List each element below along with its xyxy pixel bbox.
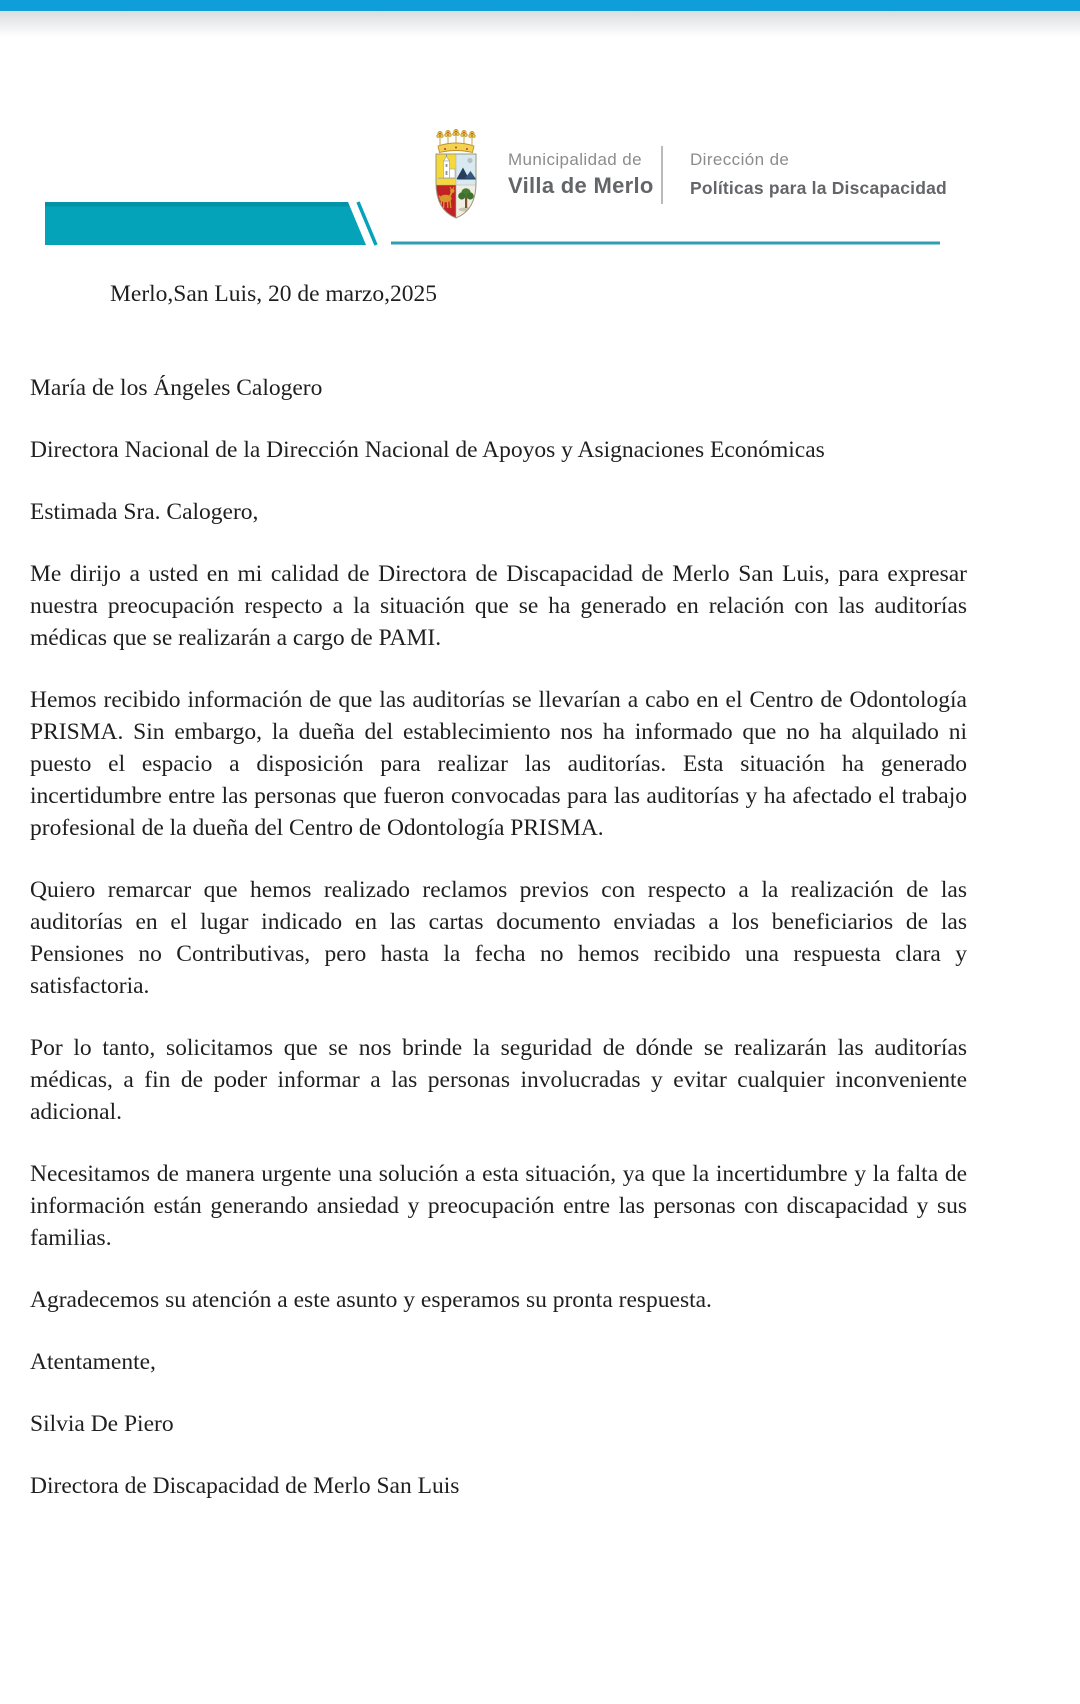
recipient-name: María de los Ángeles Calogero <box>30 375 323 401</box>
org-name-block <box>508 150 654 199</box>
body-paragraph-3: Quiero remarcar que hemos realizado reclamos previos con respecto a la realización de las auditorías en el lugar indicado en las cartas documento enviadas a los beneficiarios de las Pensiones no Contributivas, pero hasta la fecha no hemos recibido una respuesta clara y satisfactoria. <box>30 877 967 999</box>
signature-name: Silvia De Piero <box>30 1411 174 1437</box>
body-paragraph-1: Me dirijo a usted en mi calidad de Directora de Discapacidad de Merlo San Luis, para expresar nuestra preocupación respecto a la situación que se ha generado en relación con las auditorías médicas que se realizarán a cargo de PAMI. <box>30 561 967 651</box>
salutation: Estimada Sra. Calogero, <box>30 499 259 525</box>
banner-ribbon-shape <box>45 202 366 245</box>
department-block <box>690 150 947 199</box>
body-paragraph-6: Agradecemos su atención a este asunto y esperamos su pronta respuesta. <box>30 1287 712 1313</box>
teal-banner <box>0 200 1080 250</box>
body-paragraph-2: Hemos recibido información de que las auditorías se llevarían a cabo en el Centro de Odontología PRISMA. Sin embargo, la dueña del establecimiento nos ha informado que no ha alquilado ni puesto el espacio a disposición para realizar las auditorías. Esta situación ha generado incertidumbre entre las personas que fueron convocadas para las auditorías y ha afectado el trabajo profesional de la dueña del Centro de Odontología PRISMA. <box>30 687 967 841</box>
org-name-line2: Villa de Merlo <box>508 173 654 198</box>
top-accent-bar <box>0 0 1080 11</box>
body-paragraph-4: Por lo tanto, solicitamos que se nos brinde la seguridad de dónde se realizarán las auditorías médicas, a fin de poder informar a las personas involucradas y evitar cualquier inconveniente adicional. <box>30 1035 967 1125</box>
top-bar-shadow <box>0 11 1080 37</box>
department-line1: Dirección de <box>690 150 790 169</box>
body-paragraph-5: Necesitamos de manera urgente una solución a esta situación, ya que la incertidumbre y la falta de información están generando ansiedad y preocupación entre las personas con discapacidad y sus familias. <box>30 1161 967 1251</box>
letter-body <box>30 278 967 1532</box>
signature-title: Directora de Discapacidad de Merlo San Luis <box>30 1473 460 1499</box>
closing: Atentamente, <box>30 1349 156 1375</box>
dateline: Merlo,San Luis, 20 de marzo,2025 <box>110 281 437 307</box>
org-name-line1: Municipalidad de <box>508 150 642 169</box>
banner-ribbon-top-edge <box>45 202 350 207</box>
recipient-title: Directora Nacional de la Dirección Nacional de Apoyos y Asignaciones Económicas <box>30 437 825 463</box>
department-line2: Políticas para la Discapacidad <box>690 178 947 198</box>
header-divider <box>661 146 663 204</box>
